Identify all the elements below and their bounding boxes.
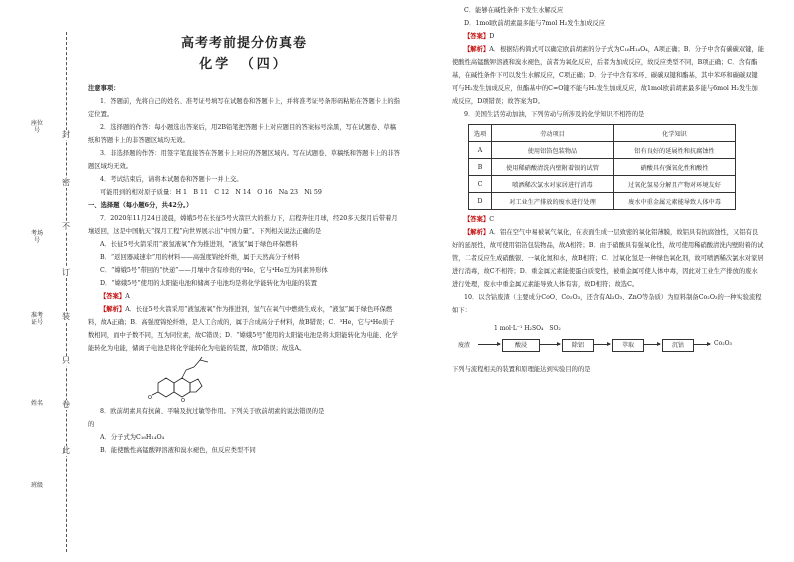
question-8-stem: 8．欧前胡素具有抗菌、平喘及抗过敏等作用。下列关于欧前胡素的说法错误的是 — [100, 408, 325, 415]
note-item: 2．选择题的作答：每小题选出答案后，用2B铅笔把答题卡上对应题目的答案标号涂黑，写在试题卷、草稿纸和答题卡上的非答题区域均无效。 — [88, 124, 396, 144]
flow-step-precipitate: 沉钴 — [662, 339, 694, 352]
question-9-answer — [452, 213, 764, 226]
table-header: 选项 — [469, 125, 492, 142]
atomic-masses: 可能用到的相对原子质量：H 1 B 11 C 12 N 14 O 16 Na 23 Ni 59 — [100, 189, 322, 196]
table-cell: C — [469, 176, 492, 193]
table-header-row — [469, 125, 736, 142]
table-cell: 过氧化氢易分解且产物对环境友好 — [614, 176, 736, 193]
question-8-option: B．能使酸性高锰酸钾溶液和溴水褪色，但反应类型不同 — [100, 447, 256, 454]
notes-heading: 注意事项： — [88, 85, 120, 92]
seal-char: 装 — [58, 312, 74, 322]
analysis-label: 【解析】 — [464, 46, 490, 53]
flow-arrow — [540, 344, 560, 345]
flow-input: 废渣 — [458, 342, 471, 349]
flow-step-remove-al: 除铝 — [562, 339, 594, 352]
answer-label: 【答案】 — [464, 33, 490, 40]
flow-reagents: 1 mol·L⁻¹ H₂SO₄ SO₂ — [494, 325, 561, 332]
note-item: 1．答题前，先将自己的姓名、准考证号填写在试题卷和答题卡上，并将准考证号条形码粘贴在答题卡上的指定位置。 — [88, 98, 400, 118]
flow-output: Co₂O₃ — [714, 340, 732, 347]
table-header: 劳动项目 — [492, 125, 614, 142]
analysis-text: A．长征5号火箭采用“液氢液氧”作为推进剂，氢气在氧气中燃烧生成水，“液氢”属于绿色环保燃料，故A正确；B．高强度锦纶纤维，是人工合成的，属于合成高分子材料，故B错误；C．³He，它与⁴He质子数相同，而中子数不同，互为同位素，故C错误；D．“嫦娥5号”使用的太阳能电池是将太阳能转化为电能、化学能转化为电能，储离子电池是将化学能转化为电能的装置，故D错误；故选A。 — [88, 306, 398, 352]
flow-step-extract: 萃取 — [612, 339, 644, 352]
question-8-option: A．分子式为C₁₆H₁₄O₄ — [100, 434, 165, 441]
binding-margin — [0, 0, 88, 562]
seal-char: 卷 — [58, 400, 74, 410]
flow-arrow — [644, 344, 660, 345]
question-8-analysis — [452, 43, 764, 108]
table-row — [469, 142, 736, 159]
table-row — [469, 159, 736, 176]
analysis-text: A．根据结构简式可以确定欧前胡素的分子式为C₁₆H₁₄O₄，A项正确；B．分子中含有碳碳双键，能使酸性高锰酸钾溶液和溴水褪色，前者为氧化反应，后者为加成反应，故反应类型不同，B项正确；C．含有酯基，在碱性条件下可以发生水解反应，C项正确；D．分子中含有苯环、碳碳双键和酯基，其中苯环和碳碳双键可与H₂发生加成反应，但酯基中的C=O键不能与H₂发生加成反应，故1mol欧前胡素最多能与6mol H₂发生加成反应，D项错误；故答案为D。 — [452, 46, 764, 105]
answer-value: A — [125, 293, 130, 300]
exam-room-label: 考场号 — [30, 230, 43, 244]
seat-number-label: 座位号 — [30, 120, 43, 134]
admission-number-label: 准考证号 — [30, 312, 43, 326]
question-8-option: D．1mol欧前胡素最多能与7mol H₂发生加成反应 — [464, 20, 606, 27]
seal-char: 此 — [58, 446, 74, 456]
table-row — [469, 176, 736, 193]
table-cell: 废水中重金属元素能导致人体中毒 — [614, 193, 736, 210]
right-column — [452, 4, 764, 376]
table-cell: B — [469, 159, 492, 176]
table-cell: 使用铝箔包装物品 — [492, 142, 614, 159]
question-9-analysis — [452, 226, 764, 291]
seal-line — [66, 32, 67, 552]
flow-arrow — [594, 344, 610, 345]
name-label: 姓名 — [30, 400, 43, 407]
table-cell: 铝有良好的延展性和抗腐蚀性 — [614, 142, 736, 159]
seal-char: 封 — [58, 130, 74, 140]
page-subtitle: 化学 （四） — [199, 57, 289, 72]
flow-arrow — [478, 344, 500, 345]
question-7-answer — [88, 290, 400, 303]
flow-step-leach: 酸浸 — [502, 339, 540, 352]
question-10-stem: 10．以含钴废渣（主要成分CoO、Co₂O₃，还含有Al₂O₃、ZnO等杂质）为原料制备Co₂O₃的一种实验流程如下： — [452, 294, 762, 314]
flow-arrow — [694, 344, 710, 345]
question-7-analysis — [88, 303, 400, 355]
page-title: 高考考前提分仿真卷 — [180, 36, 307, 51]
imperatorin-structure — [148, 357, 228, 403]
seal-char: 密 — [58, 178, 74, 188]
seal-char: 订 — [58, 268, 74, 278]
question-7-option: D．“嫦娥5号”使用的太阳能电池和储离子电池均是将化学能转化为电能的装置 — [100, 280, 317, 287]
table-cell: 对工业生产排放的废水进行处理 — [492, 193, 614, 210]
svg-text:O: O — [148, 395, 152, 401]
section-heading: 一、选择题（每小题6分，共42分。） — [88, 202, 193, 209]
seal-char: 只 — [58, 356, 74, 366]
question-8-option: C．能够在碱性条件下发生水解反应 — [464, 7, 564, 14]
answer-label: 【答案】 — [100, 293, 126, 300]
analysis-text: A．铝在空气中易被氧气氧化，在表面生成一层致密的氧化铝薄膜，故铝具有抗腐蚀性，又铝有良好的延展性，故可使用铝箔包装物品，故A相符；B．由于硝酸具有强氧化性，故可使用稀硝酸清洗内壁附着的试管，二者反应生成硝酸银、一氧化氮和水，故B相符；C．过氧化氢是一种绿色氧化剂，故可喷洒稀次氯水对家居进行消毒，故C不相符；D．重金属元素能使蛋白质变性，被重金属可使人体中毒，因此对工业生产排放的废水进行处理，废水中重金属元素能导致人体有害，故D相符；故选C。 — [452, 229, 764, 288]
question-8-answer — [452, 30, 764, 43]
seal-char: 不 — [58, 222, 74, 232]
left-column — [88, 26, 400, 457]
question-7-option: B．“返回器减速伞”用的材料——高强度锦纶纤维，属于天然高分子材料 — [100, 254, 300, 261]
table-cell: A — [469, 142, 492, 159]
svg-text:O: O — [181, 398, 185, 403]
note-item: 3．非选择题的作答：用签字笔直接答在答题卡上对应的答题区域内。写在试题卷、草稿纸和答题卡上的非答题区域均无效。 — [88, 150, 400, 170]
process-flow — [458, 319, 764, 361]
note-item: 4．考试结束后，请将本试题卷和答题卡一并上交。 — [100, 176, 243, 183]
answer-value: D — [489, 33, 495, 40]
analysis-label: 【解析】 — [464, 229, 490, 236]
question-7-option: C．“嫦娥5号”带回的“快递”——月壤中含有珍贵的³He，它与⁴He互为同素异形体 — [100, 267, 328, 274]
answer-value: C — [489, 216, 495, 223]
question-9-table — [468, 124, 736, 210]
table-cell: 喷洒稀次氯水对家居进行消毒 — [492, 176, 614, 193]
table-cell: 硝酸具有强氧化性和酸性 — [614, 159, 736, 176]
table-cell: 使用稀硝酸清洗内壁附着银的试管 — [492, 159, 614, 176]
answer-label: 【答案】 — [464, 216, 490, 223]
analysis-label: 【解析】 — [100, 306, 126, 313]
table-row — [469, 193, 736, 210]
question-8-stem-tail: 的 — [88, 421, 95, 428]
table-cell: D — [469, 193, 492, 210]
question-7-option: A．长征5号火箭采用“液氢液氧”作为推进剂，“液氢”属于绿色环保燃料 — [100, 241, 298, 248]
class-label: 班级 — [30, 482, 43, 489]
question-7-stem: 7．2020年11月24日凌晨，嫦娥5号在长征5号火箭巨大的推力下，启程奔往月球，经20多天探月后带着月壤返回，这是中国航天“探月工程”向世界展示出“中国力量”。下列相关说法正确的是 — [88, 215, 398, 235]
question-9-stem: 9．美国生活劳动加油，下列劳动与所涉及的化学知识不相符的是 — [464, 111, 645, 118]
question-10-tail: 下列与流程相关的装置和原理能达到实验目的的是 — [452, 366, 591, 373]
table-header: 化学知识 — [614, 125, 736, 142]
